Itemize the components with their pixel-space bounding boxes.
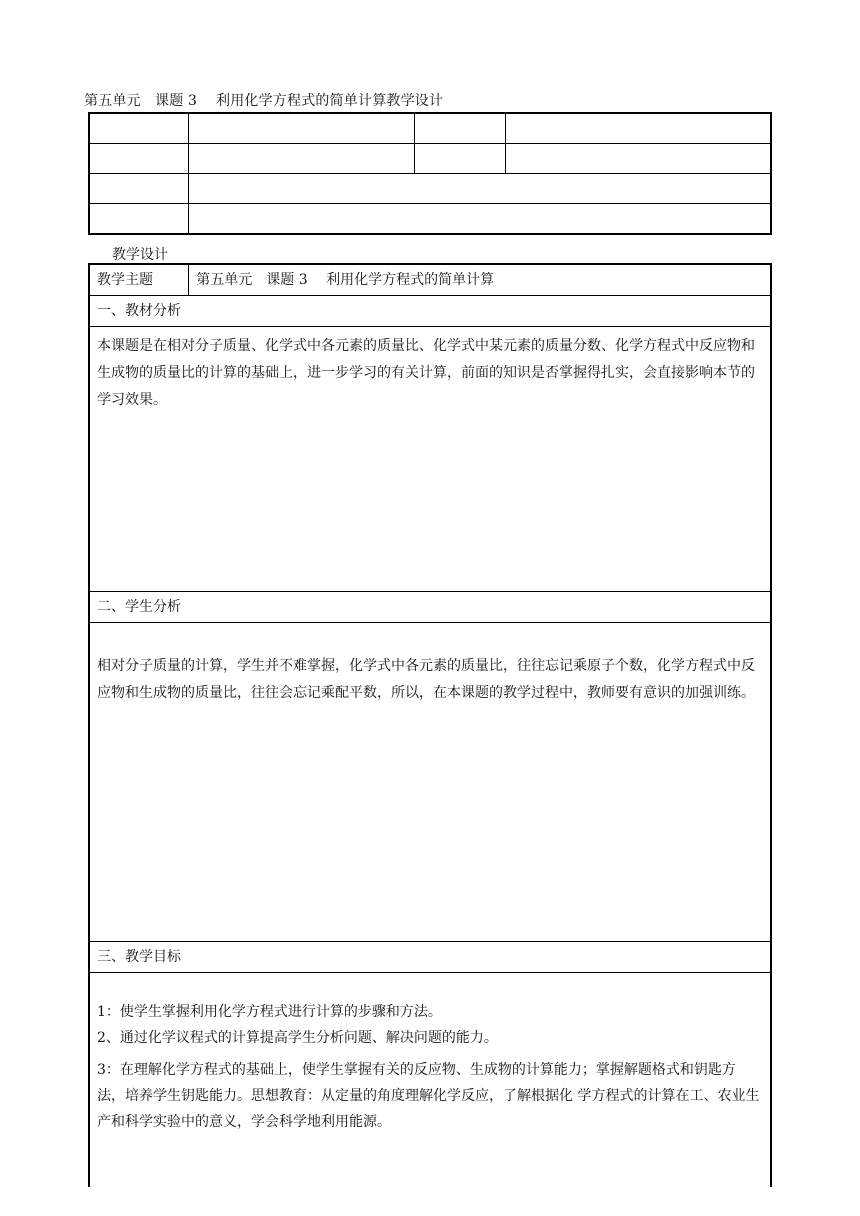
info-cell[interactable] [189, 113, 414, 144]
section-heading-row [89, 592, 771, 623]
topic-value: 第五单元 课题 3 利用化学方程式的简单计算 [189, 264, 771, 296]
info-cell[interactable] [89, 174, 189, 204]
info-cell[interactable] [506, 144, 771, 174]
info-cell[interactable] [189, 174, 771, 204]
document-title: 第五单元 课题 3 利用化学方程式的简单计算教学设计 [84, 93, 444, 109]
topic-row [89, 264, 771, 296]
info-cell[interactable] [189, 204, 771, 235]
info-cell[interactable] [189, 144, 414, 174]
section-body-row [89, 327, 771, 592]
section-label: 教学设计 [112, 247, 168, 263]
info-cell[interactable] [89, 113, 189, 144]
textbook-analysis-body [89, 327, 771, 592]
info-row [89, 174, 771, 204]
section-body-row [89, 973, 771, 1188]
textbook-analysis-heading: 一、教材分析 [89, 296, 771, 327]
goal-item: 2、通过化学议程式的计算提高学生分析问题、解决问题的能力。 [97, 1030, 498, 1046]
design-table [88, 263, 772, 1187]
info-cell[interactable] [89, 144, 189, 174]
section-heading-row [89, 942, 771, 973]
info-row [89, 204, 771, 235]
student-analysis-heading: 二、学生分析 [89, 592, 771, 623]
topic-label: 教学主题 [89, 264, 189, 296]
teaching-goals-heading: 三、教学目标 [89, 942, 771, 973]
student-analysis-text: 相对分子质量的计算，学生并不难掌握，化学式中各元素的质量比，往往忘记乘原子个数，化学方程式中反应物和生成物的质量比，往往会忘记乘配平数，所以，在本课题的教学过程中，教师要有意识的加强训练。 [97, 658, 755, 701]
goal-item: 1：使学生掌握利用化学方程式进行计算的步骤和方法。 [97, 1004, 442, 1020]
section-body-row [89, 623, 771, 942]
info-row [89, 113, 771, 144]
goal-item: 3：在理解化学方程式的基础上，使学生掌握有关的反应物、生成物的计算能力；掌握解题格式和钥匙方法，培养学生钥匙能力。思想教育：从定量的角度理解化学反应，了解根据化 学方程式的计算在工、农业生产和科学实验中的意义，学会科学地利用能源。 [97, 1062, 760, 1130]
section-heading-row [89, 296, 771, 327]
student-analysis-body [89, 623, 771, 942]
info-cell[interactable] [414, 113, 506, 144]
textbook-analysis-text: 本课题是在相对分子质量、化学式中各元素的质量比、化学式中某元素的质量分数、化学方程式中反应物和生成物的质量比的计算的基础上，进一步学习的有关计算，前面的知识是否掌握得扎实，会直接影响本节的学习效果。 [97, 338, 755, 408]
info-table [88, 112, 772, 235]
info-cell[interactable] [414, 144, 506, 174]
info-cell[interactable] [506, 113, 771, 144]
info-row [89, 144, 771, 174]
info-cell[interactable] [89, 204, 189, 235]
teaching-goals-body [89, 973, 771, 1188]
